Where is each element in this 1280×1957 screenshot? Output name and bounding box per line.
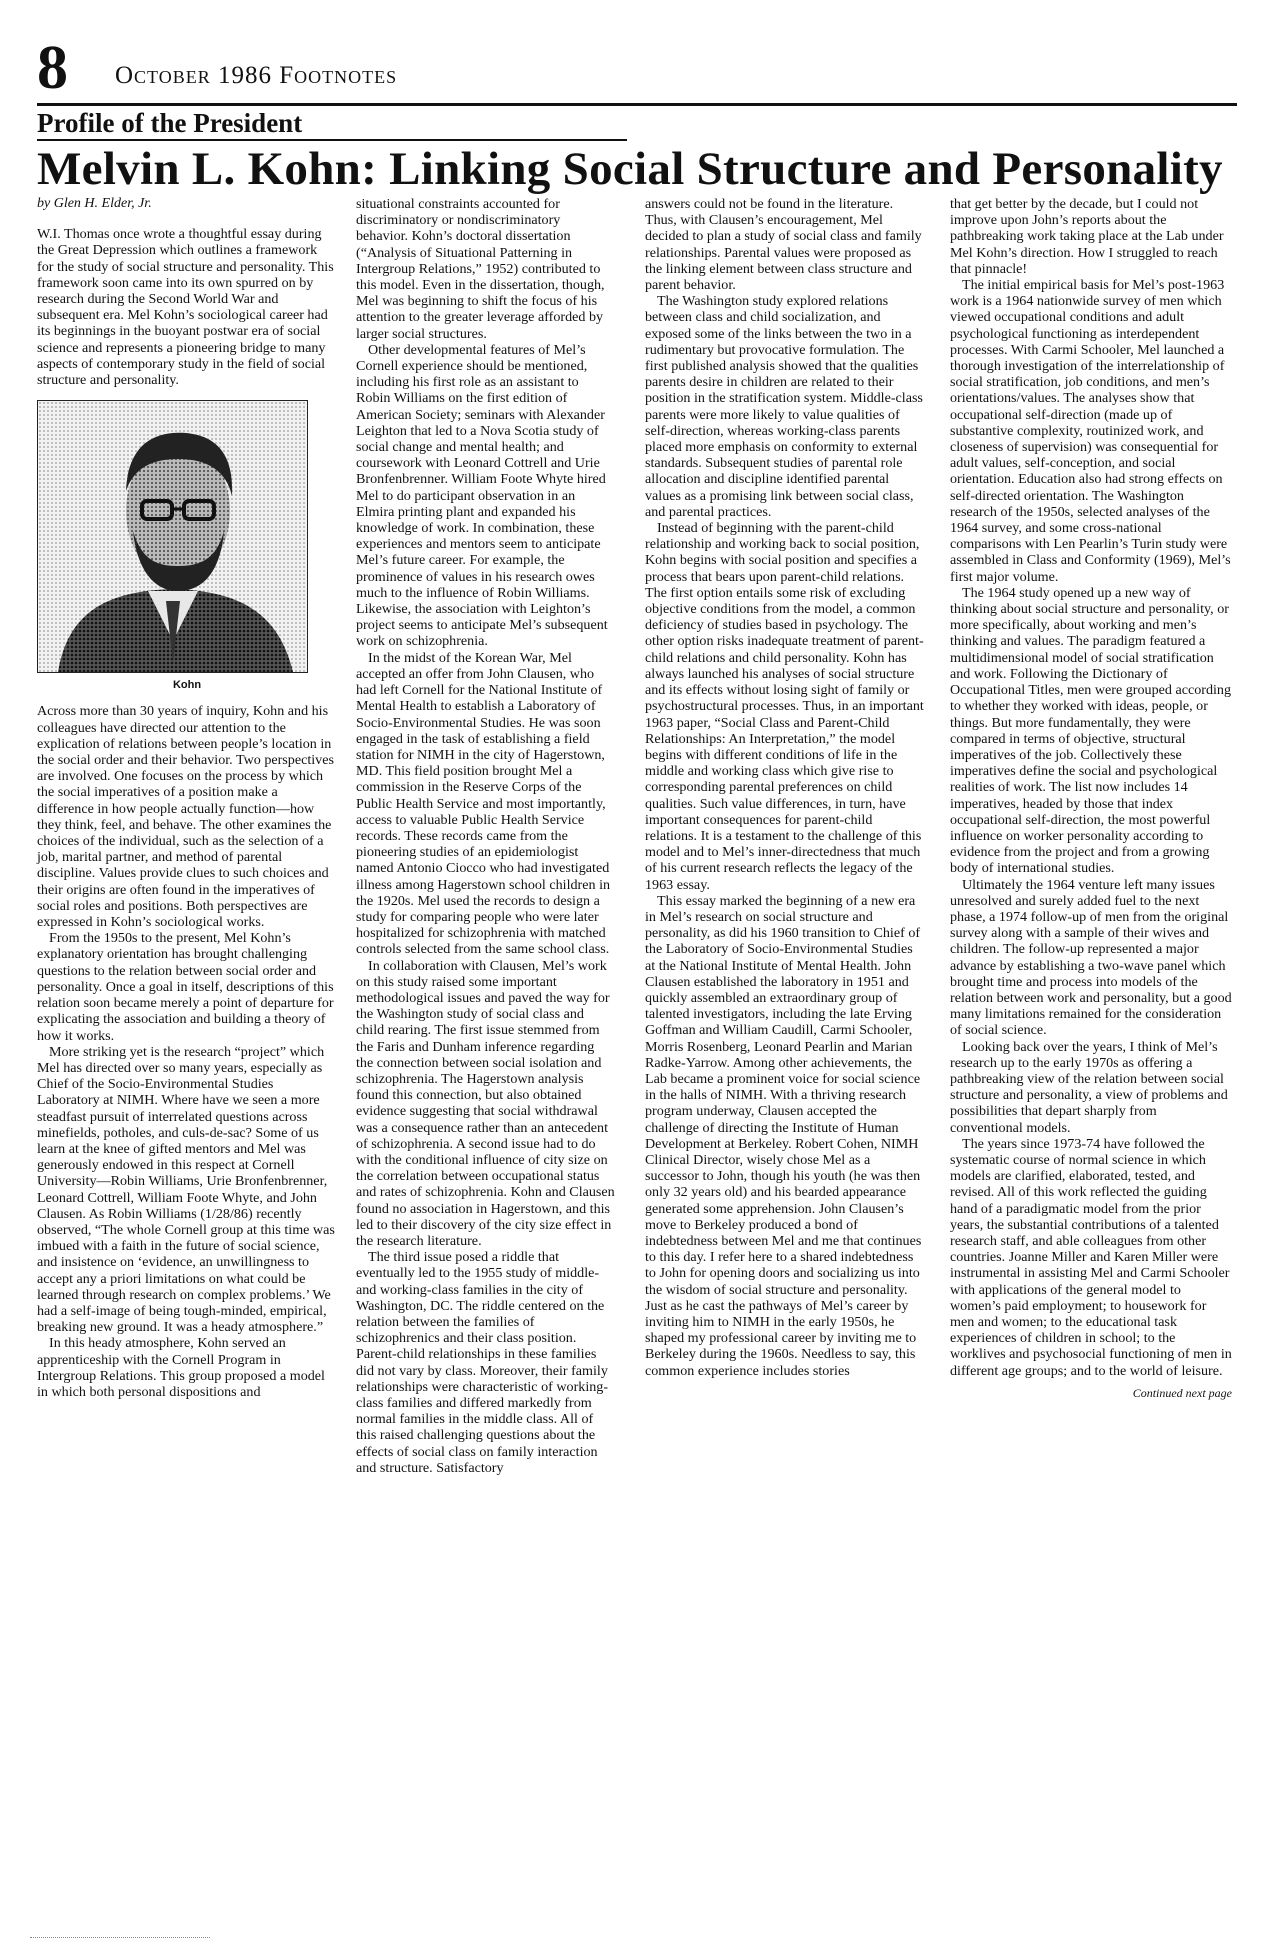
paragraph: In the midst of the Korean War, Mel accepted an offer from John Clausen, who had left Cornell for the National Institute of Mental Health to establish a Laboratory of Socio-Environmental Studies. He was soon engaged in the task of establishing a field station for NIMH in the city of Hagerstown, MD. This field position brought Mel a commission in the Reserve Corps of the Public Health Service and most importantly, access to valuable Public Health Service records. These records came from the pioneering studies of an epidemiologist named Antonio Ciocco who had investigated illness among Hagerstown school children in the 1920s. Mel used the records to design a study for comparing people who were later hospitalized for schizophrenia with matched controls selected from the same school class.: [356, 649, 611, 958]
column-4: [950, 196, 1232, 1401]
paragraph: More striking yet is the research “project” which Mel has directed over so many years, especially as Chief of the Socio-Environmental Studies Laboratory at NIMH. Where have we seen a more steadfast pursuit of interrelated questions across minefields, potholes, and culs-de-sac? Some of us learn at the knee of gifted mentors and Mel was generously endowed in this respect at Cornell University—Robin Williams, Urie Bronfenbrenner, Leonard Cottrell, William Foote Whyte, and John Clausen. As Robin Williams (1/28/86) recently observed, “The whole Cornell group at this time was imbued with a faith in the future of social science, and insistence on ‘evidence, an unwillingness to accept any a priori limitations on what could be learned through research on complex problems.’ We had a self-image of being tough-minded, empirical, breaking new ground. It was a heady atmosphere.”: [37, 1043, 335, 1336]
paragraph: W.I. Thomas once wrote a thoughtful essay during the Great Depression which outlines a framework for the study of social structure and personality. This framework soon came into its own spurred on by research during the Second World War and subsequent era. Mel Kohn’s sociological career had its beginnings in the buoyant postwar era of social science and represents a pioneering bridge to many aspects of contemporary study in the field of social structure and personality.: [37, 226, 334, 389]
paragraph: The initial empirical basis for Mel’s post-1963 work is a 1964 nationwide survey of men which viewed occupational conditions and adult psychological functioning as interdependent processes. With Carmi Schooler, Mel launched a thorough investigation of the interrelationship of social stratification, job conditions, and men’s orientations/values. The analyses show that occupational self-direction (made up of substantive complexity, routinized work, and closeness of supervision) was consequential for adult values, self-conception, and social orientation. Education also had strong effects on self-directed orientation. The Washington research of the 1950s, selected analyses of the 1964 survey, and some cross-national comparisons with Len Pearlin’s Turin study were assembled in Class and Conformity (1969), Mel’s first major volume.: [950, 277, 1231, 585]
byline: by Glen H. Elder, Jr.: [37, 196, 152, 211]
footer-scan-mark: [30, 1937, 210, 1939]
paragraph: This essay marked the beginning of a new era in Mel’s research on social structure and personality, as did his 1960 transition to Chief of the Laboratory of Socio-Environmental Studies at the National Institute of Mental Health. John Clausen established the laboratory in 1951 and quickly assembled an extraordinary group of talented investigators, including the late Erving Goffman and William Caudill, Carmi Schooler, Morris Rosenberg, Leonard Pearlin and Marian Radke-Yarrow. Among other achievements, the Lab became a prominent voice for social science in the halls of NIMH. With a thriving research program underway, Clausen accepted the challenge of directing the Institute of Human Development at Berkeley. Robert Cohen, NIMH Clinical Director, wisely chose Mel as a successor to John, though his youth (he was then only 32 years old) and his bearded appearance generated some apprehension. John Clausen’s move to Berkeley produced a bond of indebtedness between Mel and me that continues to this day. I refer here to a shared indebtedness to John for opening doors and socializing us into the wisdom of social structure and personality. Just as he cast the pathways of Mel’s career by inviting him to NIMH in the early 1950s, he shaped my professional career by inviting me to Berkeley during the 1960s. Needless to say, this common experience includes stories: [645, 892, 922, 1379]
paragraph: The third issue posed a riddle that eventually led to the 1955 study of middle- and working-class families in the city of Washington, DC. The riddle centered on the relation between the families of schizophrenics and their class position. Parent-child relationships in these families did not vary by class. Moreover, their family relationships were characteristic of working-class families and differed markedly from normal families in the middle class. All of this raised challenging questions about the effects of social class on family interaction and structure. Satisfactory: [356, 1249, 609, 1476]
column-2: [356, 196, 615, 1476]
column-1: [37, 196, 337, 1400]
page-header: [37, 34, 1237, 102]
paragraph: The 1964 study opened up a new way of thinking about social structure and personality, or more specifically, about working and men’s thinking and values. The paradigm featured a multidimensional model of social stratification and work. Following the Dictionary of Occupational Titles, men were grouped according to whether they worked with ideas, people, or things. But more fundamentally, they were compared in terms of objective, structural imperatives of the job. Collectively these imperatives define the social and psychological realities of work. The list now includes 14 imperatives, headed by those that index occupational self-direction, the most powerful influence on worker personality according to evidence from the project and from a growing body of international studies.: [950, 584, 1232, 877]
column-4-body: [950, 196, 1232, 1379]
article-title: Melvin L. Kohn: Linking Social Structure and Personality: [37, 143, 1223, 195]
paragraph: In collaboration with Clausen, Mel’s work on this study raised some important methodological issues and paved the way for the Washington study of social class and child rearing. The first issue stemmed from the Faris and Dunham inference regarding the connection between social isolation and schizophrenia. The Hagerstown analysis found this connection, but also obtained evidence suggesting that social withdrawal was a consequence rather than an antecedent of schizophrenia. A second issue had to do with the conditional influence of city size on the correlation between occupational status and rates of schizophrenia. Kohn and Clausen found no association in Hagerstown, and this led to their discovery of the city size effect in the research literature.: [356, 957, 615, 1249]
paragraph: Looking back over the years, I think of Mel’s research up to the early 1970s as offering a pathbreaking view of the relation between social structure and personality, a view of problems and possibilities that depart sharply from conventional models.: [950, 1038, 1228, 1136]
paragraph: The Washington study explored relations between class and child socialization, and exposed some of the links between the two in a rudimentary but provocative formulation. The first published analysis showed that the qualities parents desire in children are related to their position in the stratification system. Middle-class parents were more likely to value qualities of self-direction, whereas working-class parents placed more emphasis on conformity to external standards. Subsequent studies of parental role allocation and discipline identified parental values as a promising link between social class, and parental practices.: [645, 293, 923, 520]
paragraph: From the 1950s to the present, Mel Kohn’s explanatory orientation has brought challenging questions to the relation between social order and personality. Once a goal in itself, descriptions of this relation soon became merely a point of departure for explicating the association and building a theory of how it works.: [37, 930, 334, 1044]
paragraph: that get better by the decade, but I could not improve upon John’s reports about the pathbreaking work taking place at the Lab under Mel Kohn’s direction. How I struggled to reach that pinnacle!: [950, 196, 1224, 277]
paragraph: Instead of beginning with the parent-child relationship and working back to social position, Kohn begins with social position and specifies a process that bears upon parent-child relations. The first option entails some risk of excluding objective conditions from the model, a common deficiency of studies based in psychology. The other option risks inadequate treatment of parent-child relations and child personality. Kohn has always launched his analyses of social structure and its effects without losing sight of family or psychostructural processes. Thus, in an important 1963 paper, “Social Class and Parent-Child Relationships: An Interpretation,” the model begins with different conditions of life in the middle and working class which give rise to corresponding parental preferences on child qualities. Such value differences, in turn, have important consequences for parent-child relations. It is a testament to the challenge of this model and to Mel’s inner-directedness that much of his current research reflects the legacy of the 1963 essay.: [645, 520, 924, 893]
paragraph: Across more than 30 years of inquiry, Kohn and his colleagues have directed our attention to the explication of relations between people’s location in the social order and their behavior. Two perspectives are involved. One focuses on the process by which the social imperatives of a position make a difference in how people actually function—how they think, feel, and behave. The other examines the choices of the individual, such as the selection of a job, marital partner, and method of parental discipline. Values provide clues to such choices and their origins are often found in the imperatives of social roles and positions. Both perspectives are expressed in Kohn’s sociological works.: [37, 703, 334, 931]
continued-note: Continued next page: [1132, 1385, 1232, 1400]
photo-caption: Kohn: [172, 679, 202, 692]
paragraph: Ultimately the 1964 venture left many issues unresolved and surely added fuel to the next phase, a 1974 follow-up of men from the original survey along with a sample of their wives and children. The follow-up represented a major advance by establishing a two-wave panel which brought time and process into models of the relation between work and personality, but a good many limitations remained for the consideration of social science.: [950, 876, 1232, 1039]
paragraph: In this heady atmosphere, Kohn served an apprenticeship with the Cornell Program in Intergroup Relations. This group proposed a model in which both personal dispositions and: [37, 1335, 325, 1400]
section-rule: [37, 139, 627, 141]
issue-line: October 1986 Footnotes: [115, 62, 398, 89]
page-number: 8: [37, 34, 68, 102]
section-heading: Profile of the President: [37, 108, 303, 138]
paragraph: situational constraints accounted for discriminatory or nondiscriminatory behavior. Kohn’s doctoral dissertation (“Analysis of Situational Patterning in Intergroup Relations,” 1952) contributed to this model. Even in the dissertation, though, Mel was beginning to shift the focus of his attention to the greater leverage afforded by larger social structures.: [356, 196, 605, 342]
header-rule: [37, 103, 1237, 106]
portrait-photo: [37, 400, 308, 673]
column-1-body: [37, 703, 337, 1400]
paragraph: Other developmental features of Mel’s Cornell experience should be mentioned, including his first role as an assistant to Robin Williams on the first edition of American Society; seminars with Alexander Leighton that led to a Nova Scotia study of social change and mental health; and coursework with Leonard Cottrell and Urie Bronfenbrenner. William Foote Whyte hired Mel to do participant observation in an Elmira printing plant and expanded his knowledge of work. In combination, these experiences and mentors seem to anticipate Mel’s future career. For example, the prominence of values in his research owes much to the influence of Robin Williams. Likewise, the association with Leighton’s project seems to anticipate Mel’s subsequent work on schizophrenia.: [356, 341, 608, 650]
paragraph: The years since 1973-74 have followed the systematic course of normal science in which models are clarified, elaborated, tested, and revised. All of this work reflected the guiding hand of a paradigmatic model from the prior years, the substantial contributions of a talented research staff, and able colleagues from other countries. Joanne Miller and Karen Miller were instrumental in assisting Mel and Carmi Schooler with applications of the general model to women’s paid employment; to housework for men and women; to the educational task experiences of children in school; to the worklives and psychosocial functioning of men in different age groups; and to the world of leisure.: [950, 1135, 1232, 1379]
paragraph: answers could not be found in the literature. Thus, with Clausen’s encouragement, Mel decided to plan a study of social class and family relationships. Parental values were proposed as the linking element between class structure and parent behavior.: [645, 196, 922, 294]
column-3: [645, 196, 925, 1379]
column-1-intro: [37, 226, 337, 388]
